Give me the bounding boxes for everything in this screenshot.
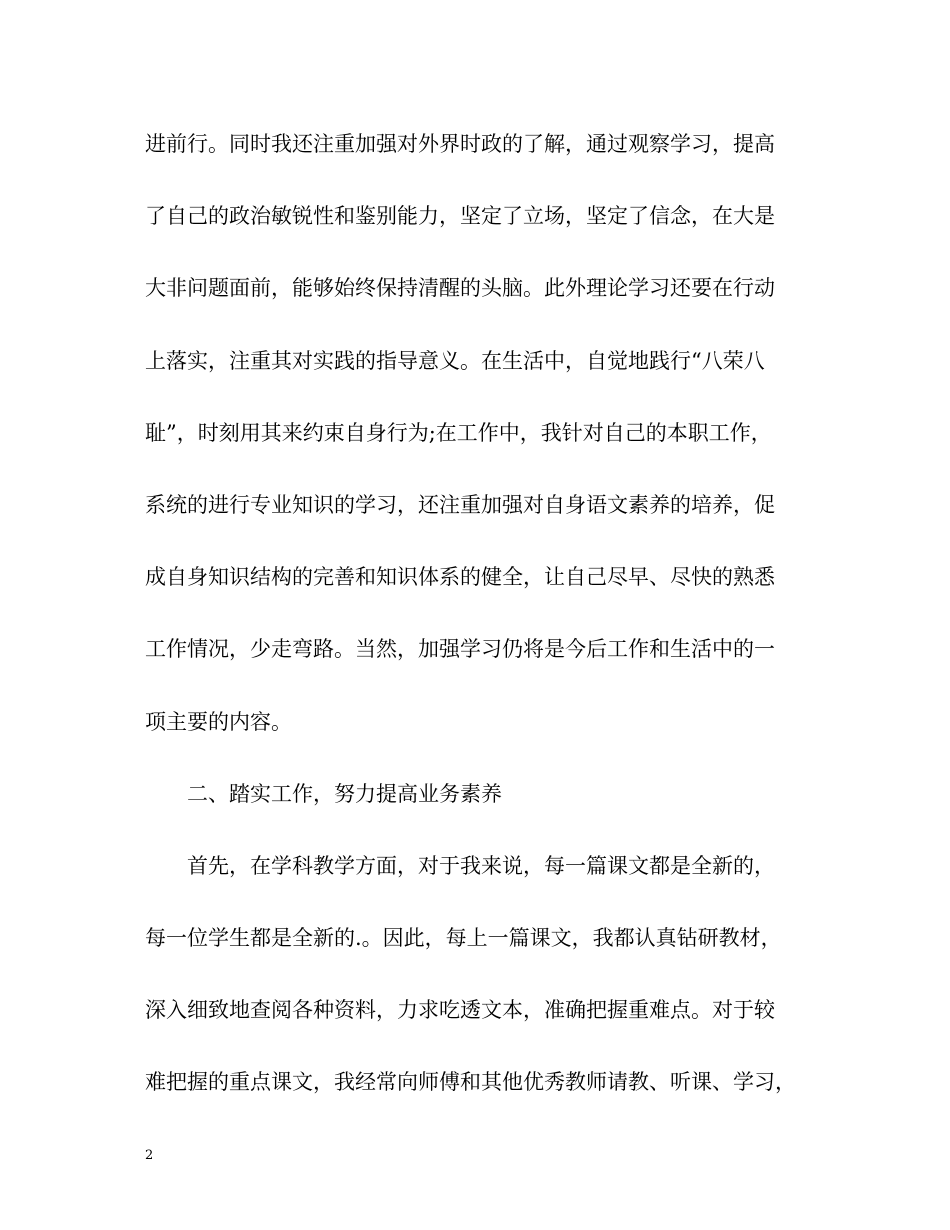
text-line: 大非问题面前，能够始终保持清醒的头脑。此外理论学习还要在行动 xyxy=(145,276,775,301)
text-line: 成自身知识结构的完善和知识体系的健全，让自己尽早、尽快的熟悉 xyxy=(145,565,775,590)
text-line: 首先，在学科教学方面，对于我来说，每一篇课文都是全新的， xyxy=(187,853,775,878)
text-line: 难把握的重点课文，我经常向师傅和其他优秀教师请教、听课、学习， xyxy=(145,1070,796,1095)
text-line: 上落实，注重其对实践的指导意义。在生活中，自觉地践行“八荣八 xyxy=(145,348,765,373)
page-number: 2 xyxy=(145,1148,154,1163)
section-heading: 二、踏实工作，努力提高业务素养 xyxy=(187,781,502,806)
text-line: 系统的进行专业知识的学习，还注重加强对自身语文素养的培养，促 xyxy=(145,492,775,517)
text-line: 深入细致地查阅各种资料，力求吃透文本，准确把握重难点。对于较 xyxy=(145,998,775,1023)
text-line: 工作情况，少走弯路。当然，加强学习仍将是今后工作和生活中的一 xyxy=(145,637,775,662)
text-line: 项主要的内容。 xyxy=(145,709,292,734)
body-text xyxy=(145,118,805,1129)
text-line: 了自己的政治敏锐性和鉴别能力，坚定了立场，坚定了信念，在大是 xyxy=(145,204,775,229)
text-line: 耻”，时刻用其来约束自身行为;在工作中，我针对自己的本职工作， xyxy=(145,420,772,445)
text-line: 每一位学生都是全新的.。因此，每上一篇课文，我都认真钻研教材， xyxy=(145,926,782,951)
text-line: 进前行。同时我还注重加强对外界时政的了解，通过观察学习，提高 xyxy=(145,132,775,156)
